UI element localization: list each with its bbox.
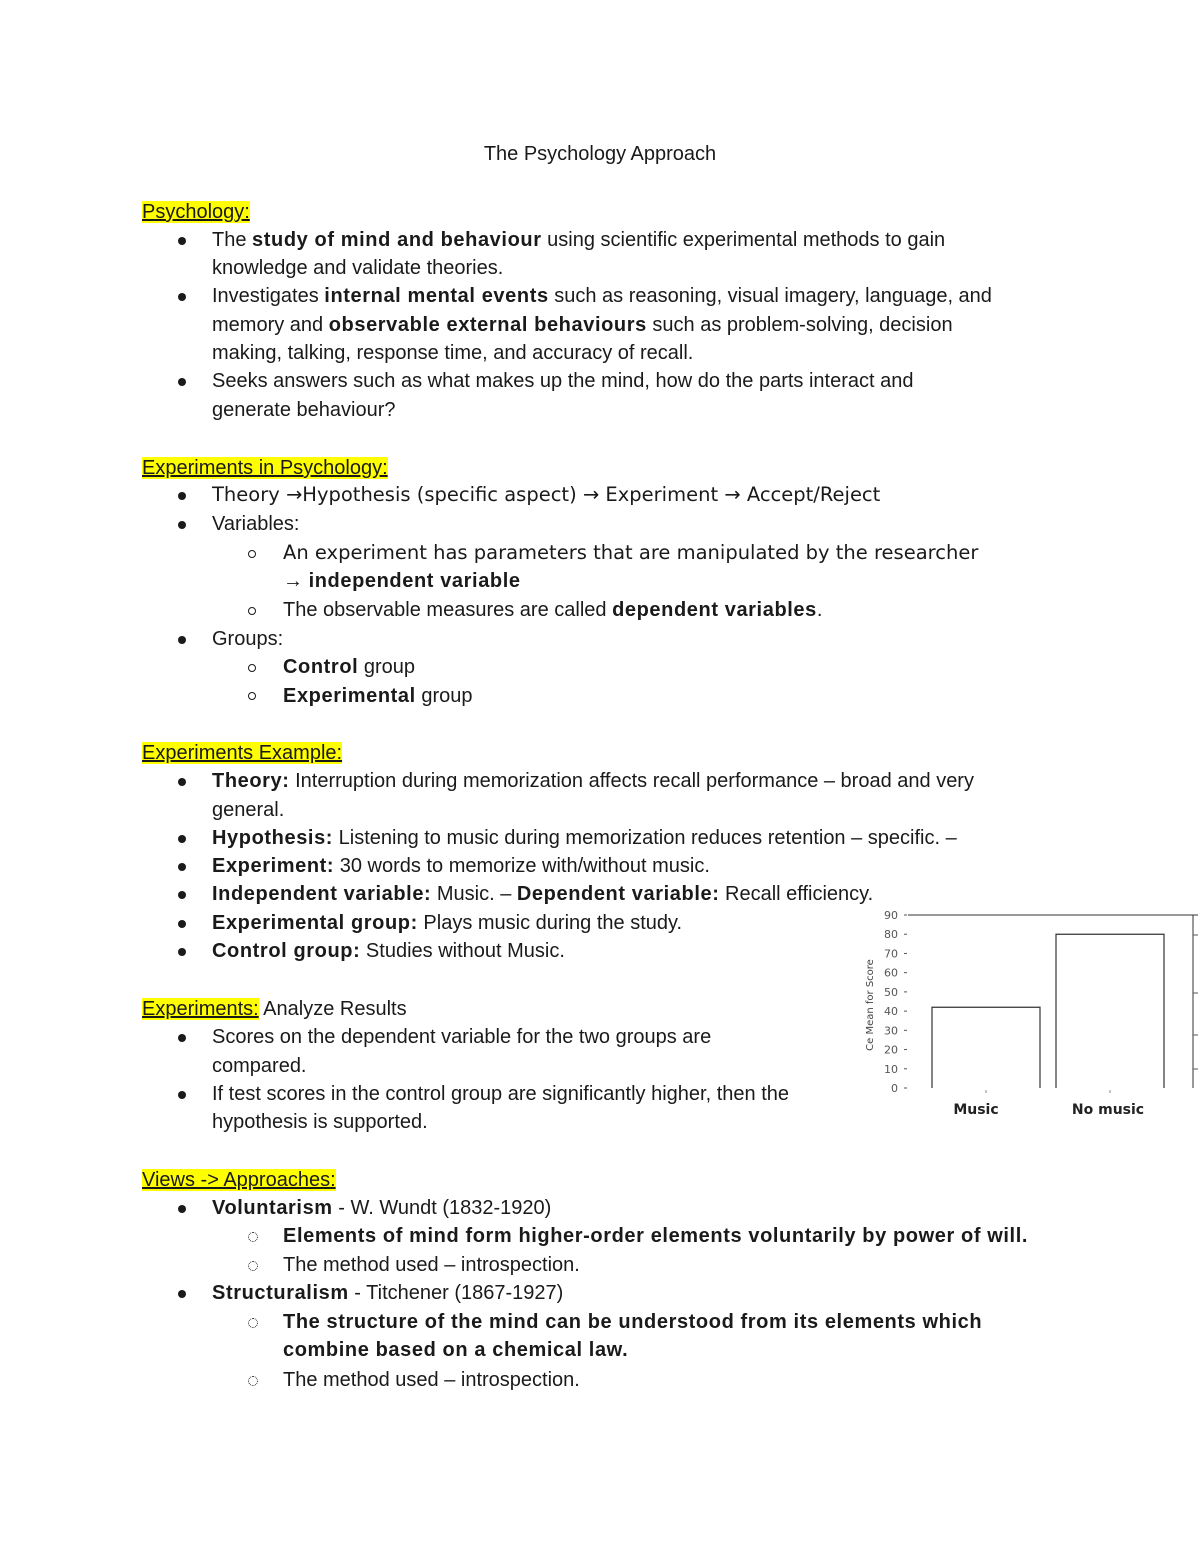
bar: [932, 1007, 1040, 1088]
bullet-icon: [178, 891, 186, 899]
bullet-icon: [178, 237, 186, 245]
list-item: Experiment: 30 words to memorize with/without music.: [212, 855, 710, 877]
bullet-icon: [178, 920, 186, 928]
bullet-icon: [178, 1205, 186, 1213]
dotted-circle-bullet-icon: [248, 1261, 258, 1271]
list-item: Groups:: [212, 628, 284, 650]
list-item-cont: general.: [212, 799, 285, 821]
circle-bullet-icon: [248, 692, 256, 700]
list-item-cont: compared.: [212, 1055, 307, 1077]
dotted-circle-bullet-icon: [248, 1376, 258, 1386]
bar-chart: [840, 905, 1200, 1125]
list-item-cont: combine based on a chemical law.: [283, 1339, 629, 1361]
list-item-cont: → independent variable: [283, 570, 521, 592]
list-item-cont: hypothesis is supported.: [212, 1111, 428, 1133]
heading-analyze: Experiments: Analyze Results: [142, 998, 407, 1020]
list-item: The method used – introspection.: [283, 1254, 580, 1276]
x-tick-label: Music: [953, 1102, 999, 1118]
bar: [1056, 934, 1164, 1088]
list-item: Seeks answers such as what makes up the mind, how do the parts interact and: [212, 370, 914, 392]
circle-bullet-icon: [248, 664, 256, 672]
heading-experiments: Experiments in Psychology:: [142, 457, 388, 479]
list-item: Theory: Interruption during memorization affects recall performance – broad and very: [212, 770, 974, 792]
list-item: If test scores in the control group are significantly higher, then the: [212, 1083, 789, 1105]
dotted-circle-bullet-icon: [248, 1232, 258, 1242]
bullet-icon: [178, 636, 186, 644]
list-item: An experiment has parameters that are manipulated by the researcher: [283, 541, 979, 564]
heading-psychology: Psychology:: [142, 201, 250, 223]
y-tick-label: 20: [884, 1043, 898, 1057]
bullet-icon: [178, 378, 186, 386]
bullet-icon: [178, 492, 186, 500]
bullet-icon: [178, 835, 186, 843]
bullet-icon: [178, 1034, 186, 1042]
list-item: Variables:: [212, 513, 300, 535]
list-item: The observable measures are called dependent variables.: [283, 599, 823, 621]
list-item: Elements of mind form higher-order elements voluntarily by power of will.: [283, 1225, 1029, 1247]
bullet-icon: [178, 1290, 186, 1298]
list-item-cont: knowledge and validate theories.: [212, 257, 504, 279]
x-tick-label: No music: [1071, 1102, 1145, 1118]
y-tick-label: 0: [891, 1082, 898, 1095]
circle-bullet-icon: [248, 550, 256, 558]
list-item: Voluntarism - W. Wundt (1832-1920): [212, 1197, 552, 1219]
list-item: Scores on the dependent variable for the two groups are: [212, 1026, 712, 1048]
y-axis-label: Ce Mean for Score: [865, 959, 876, 1051]
y-tick-label: 50: [884, 985, 898, 999]
list-item: Investigates internal mental events such as reasoning, visual imagery, language, and: [212, 285, 992, 307]
y-tick-label: 10: [884, 1062, 898, 1076]
document-title: The Psychology Approach: [483, 143, 717, 165]
bullet-icon: [178, 521, 186, 529]
list-item: Hypothesis: Listening to music during memorization reduces retention – specific. –: [212, 827, 957, 849]
y-tick-label: 80: [884, 928, 898, 942]
list-item: Structuralism - Titchener (1867-1927): [212, 1282, 564, 1304]
y-tick-label: 40: [884, 1005, 898, 1019]
y-tick-label: 70: [884, 947, 898, 961]
list-item: Experimental group: Plays music during the study.: [212, 912, 683, 934]
bullet-icon: [178, 1091, 186, 1099]
list-item: Control group: Studies without Music.: [212, 940, 565, 962]
bullet-icon: [178, 948, 186, 956]
circle-bullet-icon: [248, 607, 256, 615]
y-tick-label: 90: [884, 909, 898, 922]
list-item: Control group: [283, 656, 416, 678]
bullet-icon: [178, 863, 186, 871]
list-item-cont: memory and observable external behaviours such as problem-solving, decision: [212, 314, 953, 336]
list-item: Theory →Hypothesis (specific aspect) → Experiment → Accept/Reject: [212, 483, 881, 506]
heading-views: Views -> Approaches:: [142, 1169, 336, 1191]
list-item: Experimental group: [283, 685, 473, 707]
list-item: Independent variable: Music. – Dependent variable: Recall efficiency.: [212, 883, 874, 905]
list-item: The structure of the mind can be understood from its elements which: [283, 1311, 983, 1333]
bullet-icon: [178, 293, 186, 301]
dotted-circle-bullet-icon: [248, 1318, 258, 1328]
heading-example: Experiments Example:: [142, 742, 343, 764]
list-item: The method used – introspection.: [283, 1369, 580, 1391]
bullet-icon: [178, 778, 186, 786]
list-item-cont: making, talking, response time, and accuracy of recall.: [212, 342, 694, 364]
y-tick-label: 30: [884, 1024, 898, 1038]
y-tick-label: 60: [884, 966, 898, 980]
list-item: The study of mind and behaviour using scientific experimental methods to gain: [212, 229, 946, 251]
bar-chart-svg: [840, 905, 1200, 1125]
list-item-cont: generate behaviour?: [212, 399, 396, 421]
